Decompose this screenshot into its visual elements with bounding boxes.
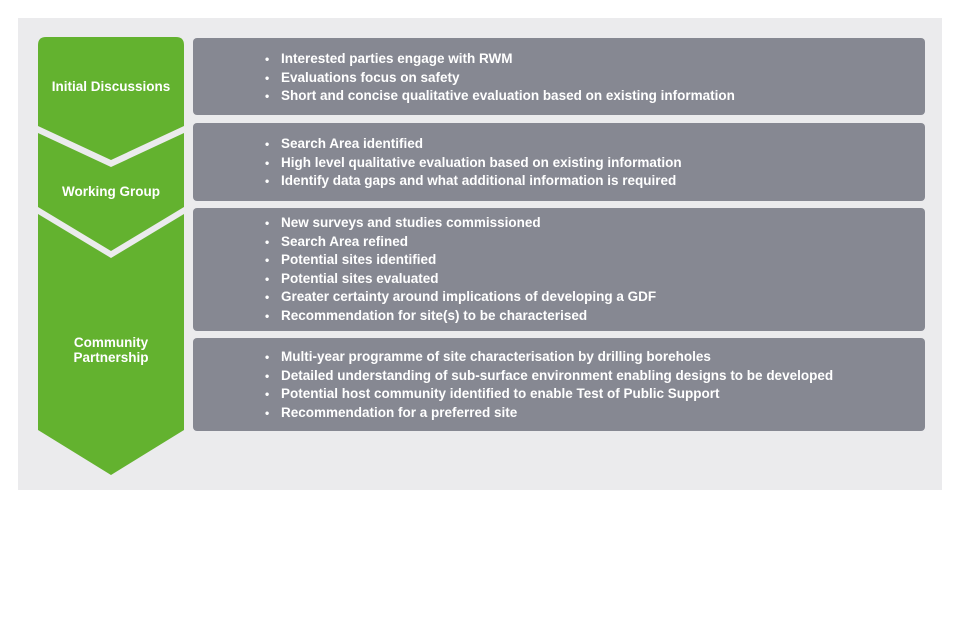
stage-label-initial-discussions [37,79,185,94]
list-item: • Potential host community identified to enable Test of Public Support [265,385,925,404]
stage-box-community-partnership-characterisation [193,338,925,431]
list-item: • Short and concise qualitative evaluation based on existing information [265,87,925,106]
list-item: • Evaluations focus on safety [265,69,925,88]
stage-label-community-partnership [37,335,185,365]
stage-label-line: Working Group [62,184,160,199]
list-item: • New surveys and studies commissioned [265,214,925,233]
stage-label-line: Partnership [73,350,149,365]
list-item: • Potential sites evaluated [265,270,925,289]
bullet-list [265,214,925,326]
list-item: • Potential sites identified [265,251,925,270]
bullet-list [265,348,925,422]
stage-box-initial-discussions [193,38,925,115]
stage-label-line: Community [73,335,149,350]
list-item: • Greater certainty around implications of developing a GDF [265,288,925,307]
stage-box-community-partnership-studies [193,208,925,331]
list-item: • High level qualitative evaluation based on existing information [265,154,925,173]
list-item: • Recommendation for site(s) to be characterised [265,307,925,326]
list-item: • Search Area identified [265,135,925,154]
list-item: • Multi-year programme of site characterisation by drilling boreholes [265,348,925,367]
list-item: • Interested parties engage with RWM [265,50,925,69]
list-item: • Search Area refined [265,233,925,252]
list-item: • Identify data gaps and what additional information is required [265,172,925,191]
list-item: • Detailed understanding of sub-surface environment enabling designs to be developed [265,367,925,386]
bullet-list [265,135,925,191]
stage-label-working-group [37,184,185,199]
stage-box-working-group [193,123,925,201]
list-item: • Recommendation for a preferred site [265,404,925,423]
stage-label-line: Initial Discussions [51,79,171,94]
bullet-list [265,50,925,106]
chevron-initial-discussions [38,37,184,160]
